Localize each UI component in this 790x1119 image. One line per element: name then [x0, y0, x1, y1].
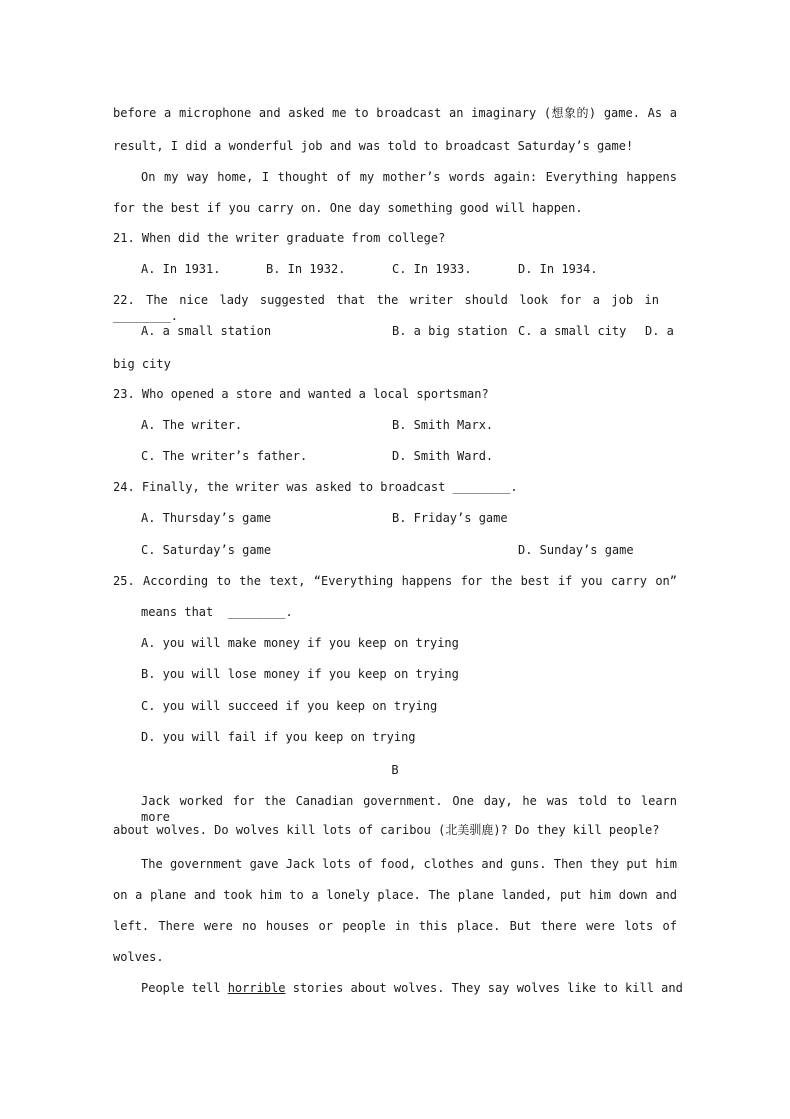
- question-25-option-d: D. you will fail if you keep on trying: [141, 730, 416, 744]
- passage-b-line: about wolves. Do wolves kill lots of caribou (北美驯鹿)? Do they kill people?: [113, 823, 660, 837]
- question-23-option-c: C. The writer’s father.: [141, 449, 308, 463]
- question-25-stem-cont: means that ________.: [141, 605, 293, 619]
- passage-b-line: The government gave Jack lots of food, clothes and guns. Then they put him: [141, 857, 677, 871]
- passage-b-line: on a plane and took him to a lonely place. The plane landed, put him down and: [113, 888, 677, 902]
- question-23-option-b: B. Smith Marx.: [392, 418, 494, 432]
- passage-b-line: Jack worked for the Canadian government. One day, he was told to learn more: [141, 794, 677, 824]
- passage-b-line: [141, 980, 683, 996]
- question-24-option-a: A. Thursday’s game: [141, 511, 272, 525]
- passage-a-line: On my way home, I thought of my mother’s words again: Everything happens: [141, 170, 677, 184]
- question-22-stem: 22. The nice lady suggested that the writer should look for a job in ________.: [113, 293, 659, 323]
- passage-b-text: People tell: [141, 981, 228, 995]
- question-22-option-a: A. a small station: [141, 324, 272, 338]
- question-25-option-b: B. you will lose money if you keep on trying: [141, 667, 459, 681]
- question-21-stem: 21. When did the writer graduate from college?: [113, 231, 446, 245]
- question-21-option-a: A. In 1931.: [141, 262, 221, 276]
- passage-b-line: wolves.: [113, 950, 164, 964]
- question-24-option-c: C. Saturday’s game: [141, 543, 272, 557]
- question-24-option-b: B. Friday’s game: [392, 511, 508, 525]
- question-22-option-d: D. a: [645, 324, 674, 338]
- question-24-option-d: D. Sunday’s game: [518, 543, 634, 557]
- question-25-option-c: C. you will succeed if you keep on trying: [141, 699, 438, 713]
- question-21-option-d: D. In 1934.: [518, 262, 598, 276]
- question-21-option-c: C. In 1933.: [392, 262, 472, 276]
- question-22-option-d-cont: big city: [113, 357, 171, 371]
- question-24-stem: 24. Finally, the writer was asked to broadcast ________.: [113, 480, 518, 494]
- passage-a-line: before a microphone and asked me to broadcast an imaginary (想象的) game. As a: [113, 106, 677, 120]
- question-22-option-c: C. a small city: [518, 324, 627, 338]
- section-b-heading: B: [391, 763, 399, 777]
- question-23-option-d: D. Smith Ward.: [392, 449, 494, 463]
- underlined-word: horrible: [227, 981, 286, 995]
- question-25-option-a: A. you will make money if you keep on trying: [141, 636, 459, 650]
- question-23-stem: 23. Who opened a store and wanted a local sportsman?: [113, 387, 489, 401]
- question-21-option-b: B. In 1932.: [266, 262, 346, 276]
- question-25-stem: 25. According to the text, “Everything happens for the best if you carry on”: [113, 574, 677, 588]
- question-23-option-a: A. The writer.: [141, 418, 243, 432]
- passage-a-line: for the best if you carry on. One day something good will happen.: [113, 201, 583, 215]
- passage-b-line: left. There were no houses or people in this place. But there were lots of: [113, 919, 677, 933]
- passage-a-line: result, I did a wonderful job and was told to broadcast Saturday’s game!: [113, 139, 634, 153]
- question-22-option-b: B. a big station: [392, 324, 508, 338]
- passage-b-text: stories about wolves. They say wolves like to kill and: [285, 981, 683, 995]
